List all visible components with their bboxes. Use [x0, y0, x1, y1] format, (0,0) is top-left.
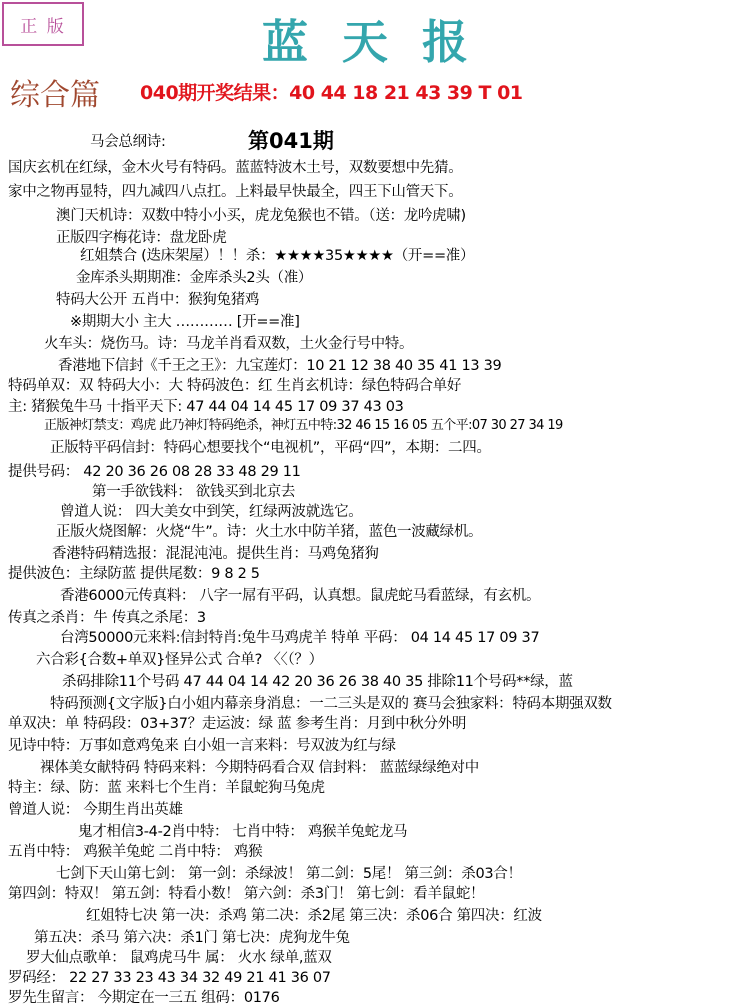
text-line: 香港地下信封《千王之王》：九宝莲灯：10 21 12 38 40 35 41 13 39	[58, 358, 502, 374]
text-line: 杀码排除11个号码 47 44 04 14 42 20 36 26 38 40 35 排除11个号码**绿，蓝	[62, 674, 573, 690]
masthead-title: 蓝天报	[262, 15, 502, 69]
text-line: 主: 猪猴兔牛马 十指平天下: 47 44 04 14 45 17 09 37 43 03	[8, 399, 404, 415]
text-line: 见诗中特：万事如意鸡兔来 白小姐一言来料：号双波为红与绿	[8, 738, 396, 754]
issue-number: 第041期	[248, 129, 334, 153]
text-line: 特主：绿、防：蓝 来料七个生肖：羊鼠蛇狗马兔虎	[8, 780, 325, 796]
text-line: 香港6000元传真料： 八字一屌有平码，认真想。鼠虎蛇马看蓝绿，有玄机。	[60, 588, 541, 604]
text-line: 国庆玄机在红绿，金木火号有特码。蓝蓝特波木土号，双数要想中先猜。	[8, 160, 463, 176]
text-line: 罗大仙点歌单： 鼠鸡虎马牛 属： 火水 绿单,蓝双	[26, 950, 332, 966]
text-line: 罗先生留言： 今期定在一三五 组码：0176	[8, 990, 280, 1006]
text-line: 五肖中特： 鸡猴羊兔蛇 二肖中特： 鸡猴	[8, 844, 263, 860]
text-line: 裸体美女献特码 特码来料：今期特码看合双 信封料： 蓝蓝绿绿绝对中	[40, 760, 479, 776]
text-line: 第四剑：特双！ 第五剑：特看小数！ 第六剑：杀3门！ 第七剑：看羊鼠蛇！	[8, 886, 485, 902]
text-line: 正版四字梅花诗：盘龙卧虎	[56, 230, 227, 246]
text-line: 单双决：单 特码段：03+37？走运波：绿 蓝 参考生肖：月到中秋分外明	[8, 716, 467, 732]
text-line: 特码预测{文字版}白小姐内幕亲身消息：一二三头是双的 赛马会独家料：特码本期强双数	[50, 696, 612, 712]
draw-result: 040期开奖结果：40 44 18 21 43 39 T 01	[140, 82, 523, 104]
text-line: 马会总纲诗:	[90, 134, 166, 150]
text-line: 曾道人说： 四大美女中到笑，红绿两波就选它。	[60, 504, 363, 520]
text-line: 七剑下天山第七剑： 第一剑：杀绿波！ 第二剑：5尾！ 第三剑：杀03合！	[56, 866, 522, 882]
text-line: 正版神灯禁支：鸡虎 此乃神灯特码绝杀，神灯五中特:32 46 15 16 05 五个平:07 30 27 34 19	[44, 418, 563, 433]
section-title: 综合篇	[10, 78, 100, 113]
text-line: 正版特平码信封：特码心想要找个“电视机”，平码“四”，本期：二四。	[50, 440, 491, 456]
text-line: 曾道人说： 今期生肖出英雄	[8, 802, 183, 818]
text-line: ※期期大小 主大 ………… [开==准]	[70, 314, 300, 330]
text-line: 红姐特七决 第一决：杀鸡 第二决：杀2尾 第三决：杀06合 第四决：红波	[86, 908, 542, 924]
text-line: 火车头：烧伤马。诗：马龙羊肖看双数，土火金行号中特。	[44, 336, 414, 352]
text-line: 特码单双：双 特码大小：大 特码波色：红 生肖玄机诗：绿色特码合单好	[8, 378, 462, 394]
text-line: 金库杀头期期准：金库杀头2头（准）	[76, 270, 313, 286]
text-line: 家中之物再显特，四九减四八点扛。上料最早快最全，四王下山管天下。	[8, 184, 463, 200]
text-line: 第五决：杀马 第六决：杀1门 第七决：虎狗龙牛兔	[34, 930, 350, 946]
text-line: 罗码经： 22 27 33 23 43 34 32 49 21 41 36 07	[8, 970, 331, 986]
text-line: 提供号码： 42 20 36 26 08 28 33 48 29 11	[8, 464, 301, 480]
text-line: 台湾50000元来料:信封特肖:兔牛马鸡虎羊 特单 平码： 04 14 45 17 09 37	[60, 630, 540, 646]
text-line: 传真之杀肖：牛 传真之杀尾：3	[8, 610, 206, 626]
text-line: 提供波色：主绿防蓝 提供尾数：9 8 2 5	[8, 566, 260, 582]
text-line: 澳门天机诗：双数中特小小买，虎龙兔猴也不错。（送：龙吟虎啸)	[56, 208, 466, 224]
text-line: 香港特码精选报：混混沌沌。提供生肖：马鸡兔猪狗	[52, 546, 379, 562]
text-line: 红姐禁合 (迭床架屋）！！杀：★★★★35★★★★（开==准）	[80, 248, 475, 264]
authentic-stamp: 正 版	[2, 2, 84, 46]
text-line: 第一手欲钱料： 欲钱买到北京去	[92, 484, 296, 500]
text-line: 六合彩{合数+单双}怪异公式 合单? 〈〈（？）	[36, 652, 323, 668]
text-line: 特码大公开 五肖中：猴狗兔猪鸡	[56, 292, 260, 308]
text-line: 正版火烧图解：火烧“牛”。诗：火土水中防羊猪，蓝色一波藏绿机。	[56, 524, 483, 540]
text-line: 鬼才相信3-4-2肖中特： 七肖中特： 鸡猴羊兔蛇龙马	[78, 824, 408, 840]
